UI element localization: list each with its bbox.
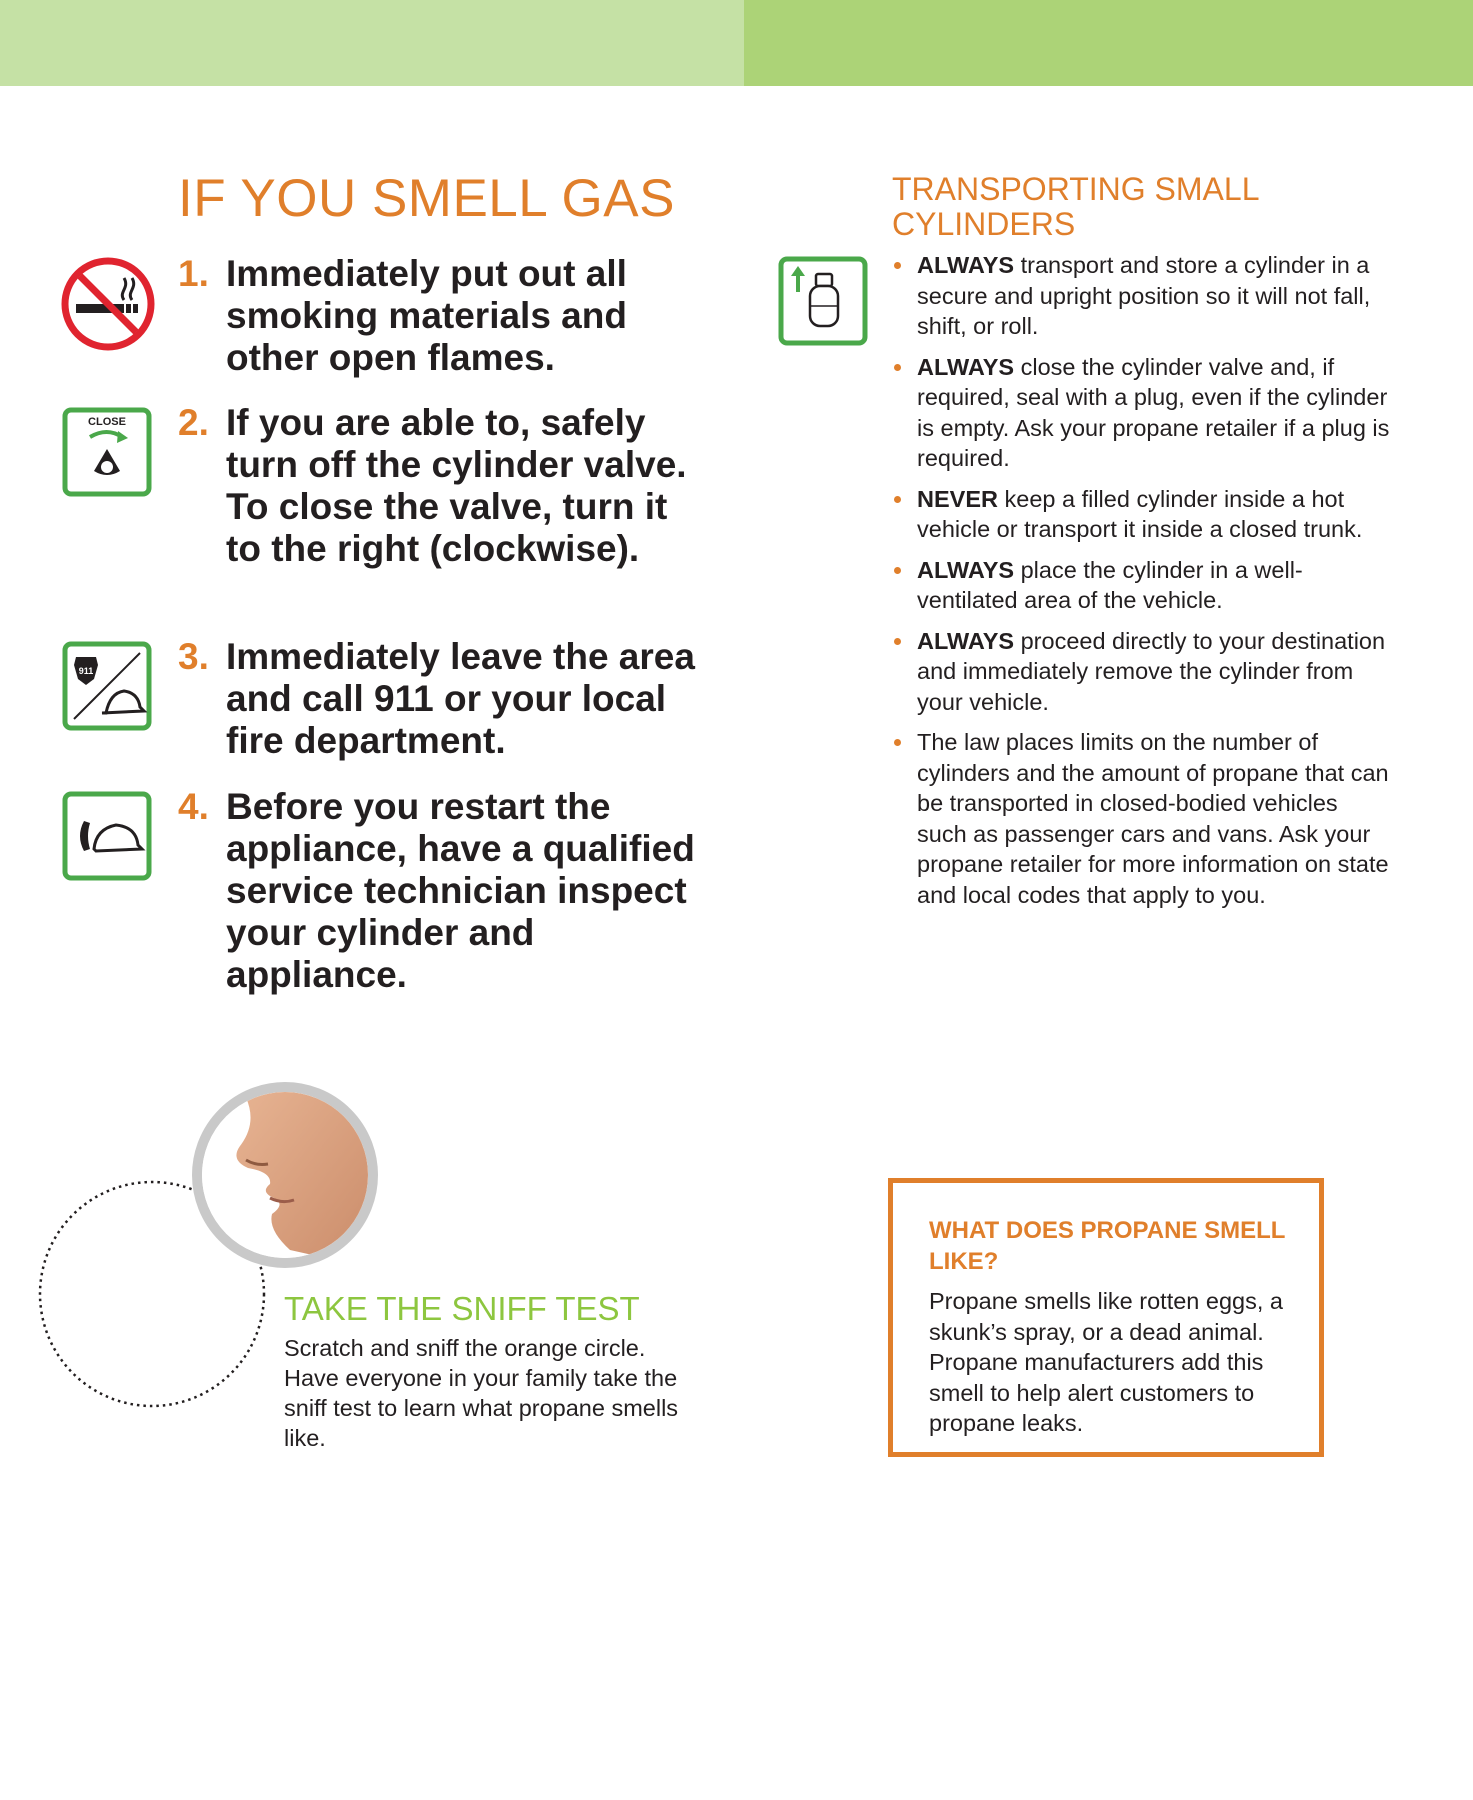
step-4 bbox=[178, 786, 698, 1006]
step-text: Before you restart the appliance, have a qualified service technician inspect your cylinder and appliance. bbox=[226, 786, 695, 995]
propane-smell-title: WHAT DOES PROPANE SMELL LIKE? bbox=[929, 1217, 1286, 1275]
step-text: If you are able to, safely turn off the cylinder valve. To close the valve, turn it to the right (clockwise). bbox=[226, 402, 687, 569]
list-item: ALWAYS place the cylinder in a well-ventilated area of the vehicle. bbox=[892, 555, 1392, 616]
step-1 bbox=[178, 253, 698, 383]
step-3 bbox=[178, 636, 698, 766]
step-number: 2. bbox=[178, 402, 209, 443]
list-item: NEVER keep a filled cylinder inside a hot vehicle or transport it inside a closed trunk. bbox=[892, 484, 1392, 545]
step-number: 3. bbox=[178, 636, 209, 677]
header-band-right bbox=[744, 0, 1473, 86]
step-number: 1. bbox=[178, 253, 209, 294]
close-valve-icon bbox=[62, 407, 152, 497]
list-item: ALWAYS close the cylinder valve and, if required, seal with a plug, even if the cylinder is empty. Ask your propane retailer if a plug is required. bbox=[892, 352, 1392, 474]
technician-phone-icon bbox=[62, 791, 152, 881]
list-item: The law places limits on the number of cylinders and the amount of propane that can be transported in closed-bodied vehicles such as passenger cars and vans. Ask your propane retailer for more information on state and local codes that apply to you. bbox=[892, 727, 1392, 910]
step-text: Immediately leave the area and call 911 or your local fire department. bbox=[226, 636, 695, 761]
nose-photo bbox=[190, 1080, 380, 1270]
propane-smell-box bbox=[888, 1178, 1324, 1457]
sniff-test-title: TAKE THE SNIFF TEST bbox=[284, 1290, 640, 1327]
call-911-icon bbox=[62, 641, 152, 731]
close-label: CLOSE bbox=[88, 416, 126, 428]
upright-cylinder-icon bbox=[778, 256, 868, 346]
transporting-title: TRANSPORTING SMALL CYLINDERS bbox=[892, 171, 1259, 242]
smell-gas-title: IF YOU SMELL GAS bbox=[178, 169, 675, 228]
header-band-left bbox=[0, 0, 744, 86]
propane-smell-text: Propane smells like rotten eggs, a skunk’s spray, or a dead animal. Propane manufacturers add this smell to help alert customers to propane leaks. bbox=[929, 1288, 1283, 1436]
list-item: ALWAYS transport and store a cylinder in a secure and upright position so it will not fall, shift, or roll. bbox=[892, 250, 1392, 342]
badge-911-label: 911 bbox=[78, 666, 94, 676]
no-smoking-icon bbox=[58, 254, 158, 354]
step-2 bbox=[178, 402, 698, 622]
step-number: 4. bbox=[178, 786, 209, 827]
step-text: Immediately put out all smoking materials and other open flames. bbox=[226, 253, 627, 378]
list-item: ALWAYS proceed directly to your destination and immediately remove the cylinder from your vehicle. bbox=[892, 626, 1392, 718]
sniff-test-text: Scratch and sniff the orange circle. Have everyone in your family take the sniff test to learn what propane smells like. bbox=[284, 1335, 679, 1451]
transport-bullets bbox=[892, 250, 1392, 920]
